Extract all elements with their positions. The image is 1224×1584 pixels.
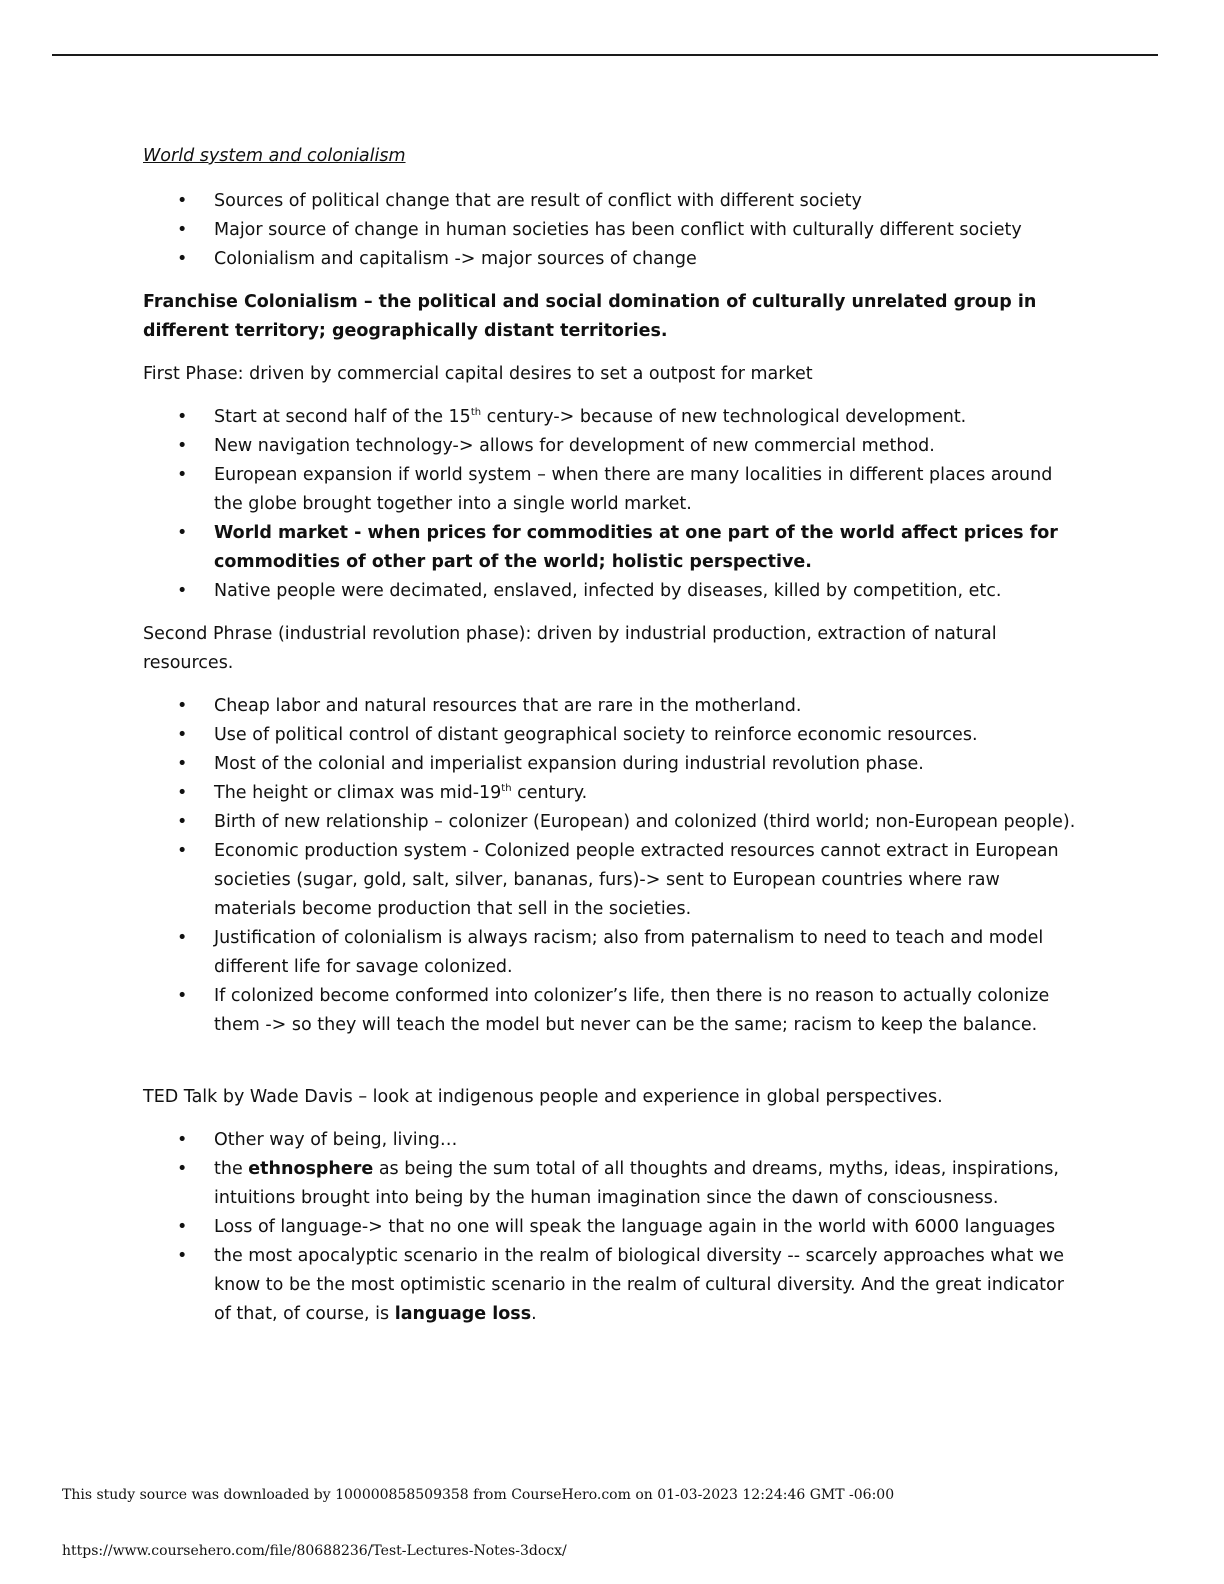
second-phase-title: Second Phrase (industrial revolution phase): driven by industrial production, extraction of natural resources. [143,624,997,673]
bullet-icon: • [177,465,188,485]
list-item: • Start at second half of the 15th century-> because of new technological development. [143,403,1083,432]
list-item: • Most of the colonial and imperialist expansion during industrial revolution phase. [143,750,1083,779]
top-rule [52,54,1158,56]
second-phase-list [143,692,1083,1040]
bullet-icon: • [177,812,188,832]
list-item: • Colonialism and capitalism -> major sources of change [143,245,1083,274]
intro-list [143,187,1083,274]
list-item: • New navigation technology-> allows for development of new commercial method. [143,432,1083,461]
list-item: • Cheap labor and natural resources that are rare in the motherland. [143,692,1083,721]
list-item: • The height or climax was mid-19th century. [143,779,1083,808]
download-notice: This study source was downloaded by 100000858509358 from CourseHero.com on 01-03-2023 12:24:46 GMT -06:00 [62,1487,895,1503]
list-item: • Economic production system - Colonized people extracted resources cannot extract in European societies (sugar, gold, salt, silver, bananas, furs)-> sent to European countries where raw materials become production that sell in the societies. [143,837,1083,924]
list-item: • Loss of language-> that no one will speak the language again in the world with 6000 languages [143,1213,1083,1242]
bullet-icon: • [177,1246,188,1266]
bullet-icon: • [177,191,188,211]
list-item: • World market - when prices for commodities at one part of the world affect prices for commodities of other part of the world; holistic perspective. [143,519,1083,577]
document-body [143,142,1083,1343]
bullet-icon: • [177,581,188,601]
ted-talk-title: TED Talk by Wade Davis – look at indigenous people and experience in global perspectives. [143,1087,943,1107]
first-phase-title: First Phase: driven by commercial capital desires to set a outpost for market [143,364,813,384]
list-item: • Use of political control of distant geographical society to reinforce economic resources. [143,721,1083,750]
list-item: • Birth of new relationship – colonizer (European) and colonized (third world; non-European people). [143,808,1083,837]
bullet-icon: • [177,928,188,948]
bullet-icon: • [177,249,188,269]
bullet-icon: • [177,523,188,543]
bullet-icon: • [177,783,188,803]
list-item: • Justification of colonialism is always racism; also from paternalism to need to teach and model different life for savage colonized. [143,924,1083,982]
list-item: • Sources of political change that are result of conflict with different society [143,187,1083,216]
list-item: • Native people were decimated, enslaved, infected by diseases, killed by competition, etc. [143,577,1083,606]
ted-talk-list [143,1126,1083,1329]
bullet-icon: • [177,1130,188,1150]
bullet-icon: • [177,725,188,745]
spacer [143,1054,1083,1083]
bullet-icon: • [177,407,188,427]
bullet-icon: • [177,1159,188,1179]
first-phase-list [143,403,1083,606]
list-item: • Major source of change in human societies has been conflict with culturally different society [143,216,1083,245]
list-item: • the most apocalyptic scenario in the realm of biological diversity -- scarcely approaches what we know to be the most optimistic scenario in the realm of cultural diversity. And the great indicator of that, of course, is language loss. [143,1242,1083,1329]
bullet-icon: • [177,754,188,774]
definition-paragraph: Franchise Colonialism – the political and social domination of culturally unrelated group in different territory; geographically distant territories. [143,292,1037,341]
bullet-icon: • [177,436,188,456]
list-item: • If colonized become conformed into colonizer’s life, then there is no reason to actually colonize them -> so they will teach the model but never can be the same; racism to keep the balance. [143,982,1083,1040]
bullet-icon: • [177,220,188,240]
bullet-icon: • [177,841,188,861]
bullet-icon: • [177,1217,188,1237]
section-heading: World system and colonialism [143,146,406,166]
list-item: • the ethnosphere as being the sum total of all thoughts and dreams, myths, ideas, inspirations, intuitions brought into being by the human imagination since the dawn of consciousness. [143,1155,1083,1213]
list-item: • Other way of being, living… [143,1126,1083,1155]
list-item: • European expansion if world system – when there are many localities in different places around the globe brought together into a single world market. [143,461,1083,519]
source-url: https://www.coursehero.com/file/80688236/Test-Lectures-Notes-3docx/ [62,1543,567,1559]
bullet-icon: • [177,696,188,716]
bullet-icon: • [177,986,188,1006]
